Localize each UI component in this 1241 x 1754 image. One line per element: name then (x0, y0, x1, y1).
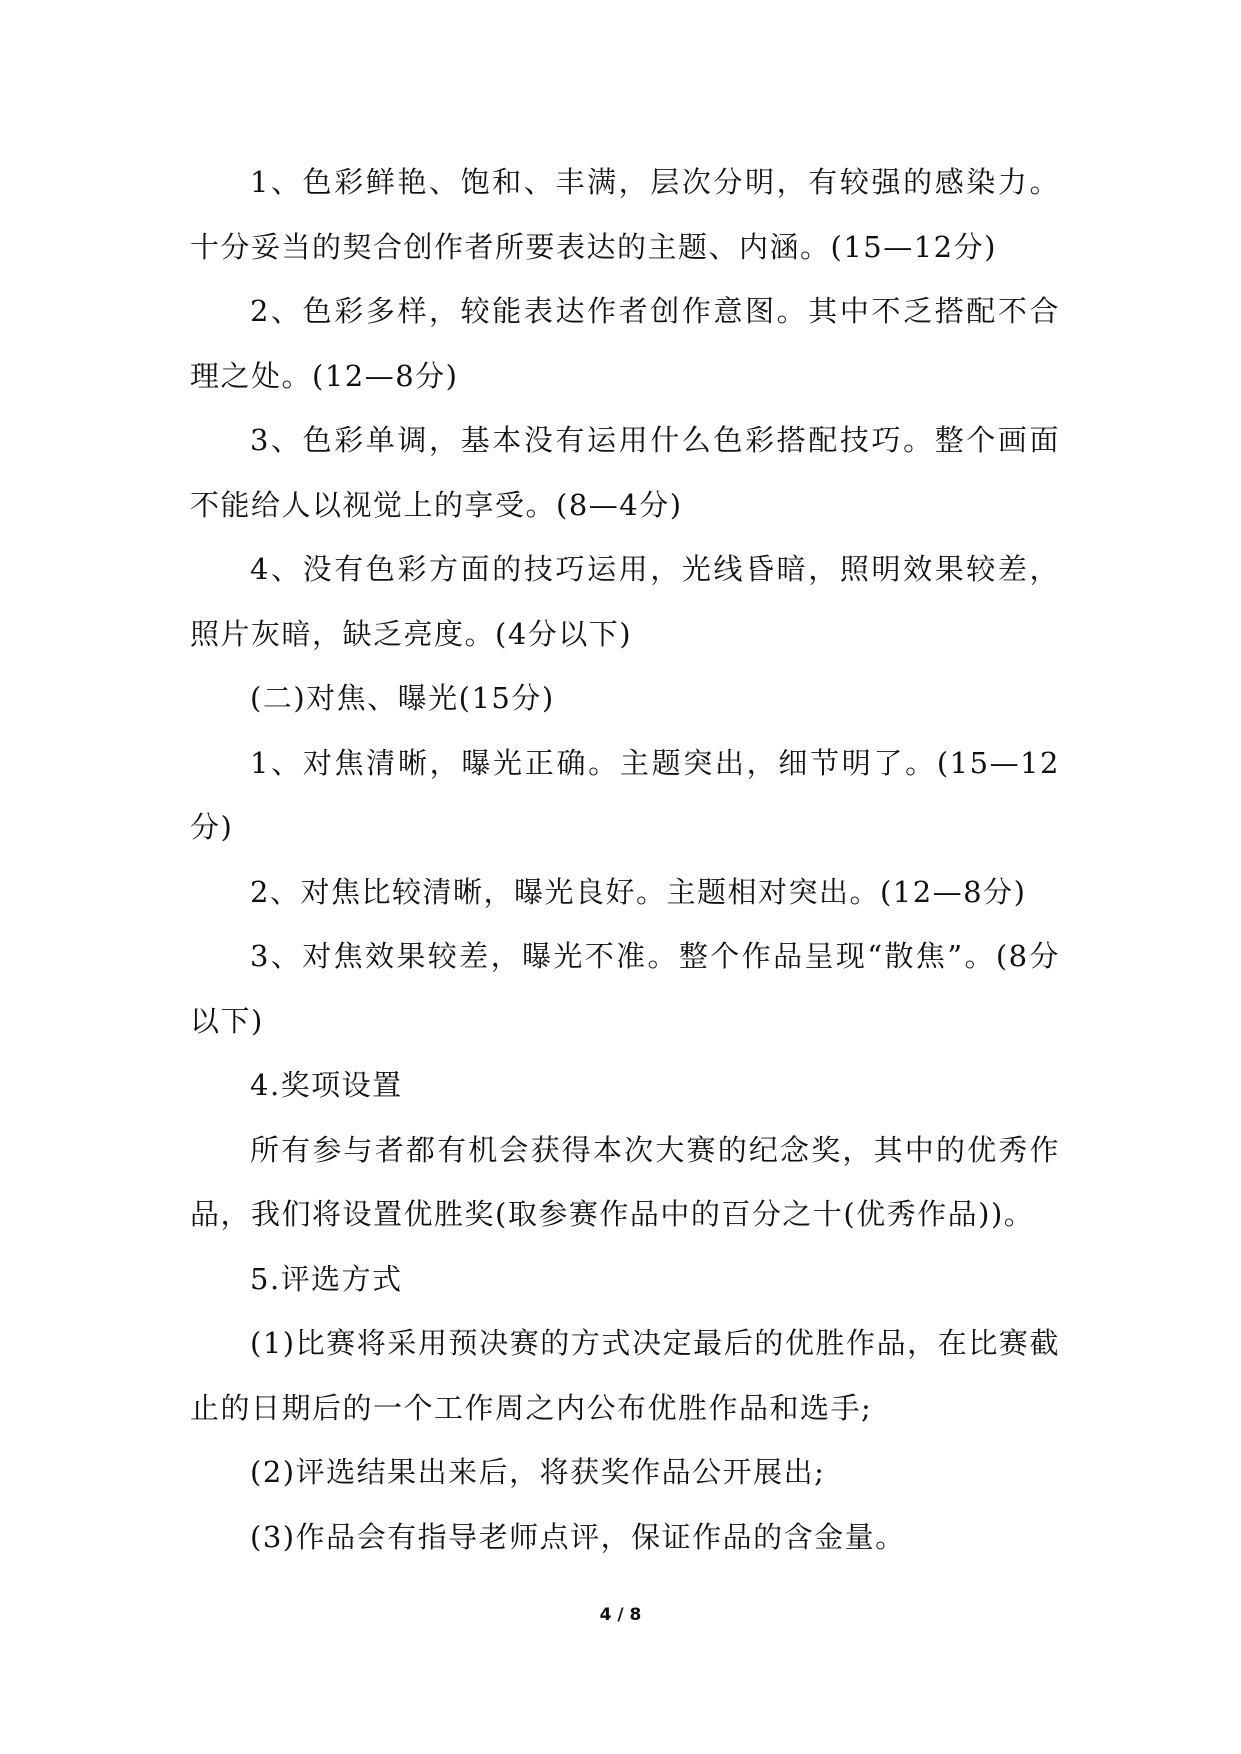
paragraph-focus-criteria-2: 2、对焦比较清晰，曝光良好。主题相对突出。(12—8分) (250, 874, 1027, 909)
paragraph-color-criteria-1: 1、色彩鲜艳、饱和、丰满，层次分明，有较强的感染力。十分妥当的契合创作者所要表达的主题、内涵。(15—12分) (190, 165, 1060, 264)
paragraph-color-criteria-2: 2、色彩多样，较能表达作者创作意图。其中不乏搭配不合理之处。(12—8分) (190, 294, 1060, 393)
section-heading-selection: 5.评选方式 (250, 1261, 403, 1296)
paragraph-focus-criteria-1: 1、对焦清晰，曝光正确。主题突出，细节明了。(15—12分) (190, 745, 1060, 844)
paragraph-color-criteria-3: 3、色彩单调，基本没有运用什么色彩搭配技巧。整个画面不能给人以视觉上的享受。(8—4分) (190, 423, 1060, 522)
section-heading-awards: 4.奖项设置 (250, 1068, 403, 1102)
page-number: 4 / 8 (599, 1605, 642, 1625)
paragraph-focus-criteria-3: 3、对焦效果较差，曝光不准。整个作品呈现“散焦”。(8分以下) (190, 939, 1060, 1038)
paragraph-selection-2: (2)评选结果出来后，将获奖作品公开展出; (250, 1455, 826, 1489)
paragraph-selection-1: (1)比赛将采用预决赛的方式决定最后的优胜作品，在比赛截止的日期后的一个工作周之内公布优胜作品和选手; (190, 1326, 1060, 1425)
paragraph-selection-3: (3)作品会有指导老师点评，保证作品的含金量。 (250, 1519, 906, 1554)
document-body (190, 150, 1060, 1569)
paragraph-color-criteria-4: 4、没有色彩方面的技巧运用，光线昏暗，照明效果较差，照片灰暗，缺乏亮度。(4分以下) (190, 552, 1060, 651)
section-heading-focus-exposure: (二)对焦、曝光(15分) (250, 681, 555, 715)
paragraph-awards: 所有参与者都有机会获得本次大赛的纪念奖，其中的优秀作品，我们将设置优胜奖(取参赛作品中的百分之十(优秀作品))。 (190, 1132, 1060, 1231)
